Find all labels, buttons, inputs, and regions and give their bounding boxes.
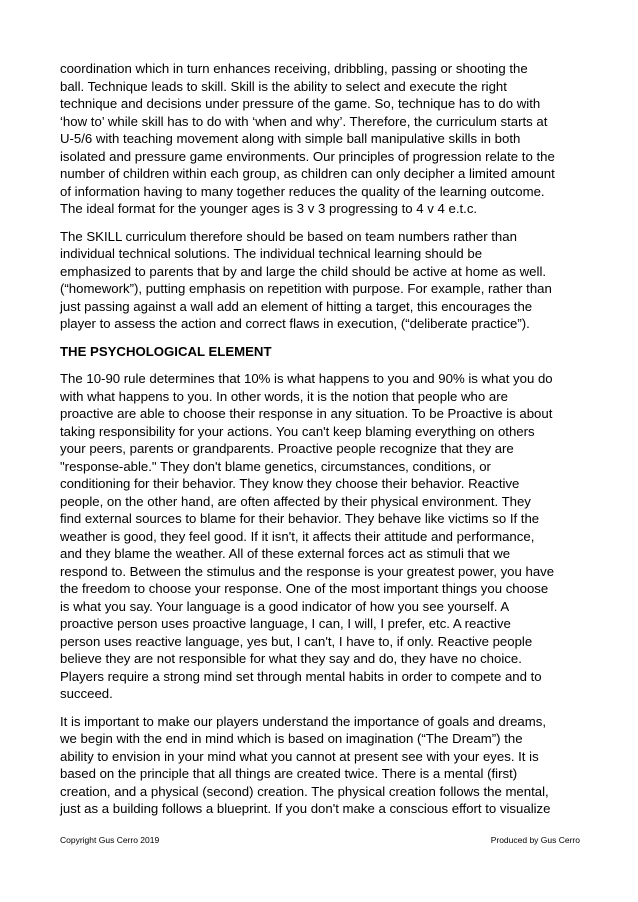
footer-producer: Produced by Gus Cerro [490,835,580,845]
footer-copyright: Copyright Gus Cerro 2019 [60,835,160,845]
paragraph-10-90-rule: The 10-90 rule determines that 10% is what happens to you and 90% is what you do with what happens to you. In other words, it is the notion that people who are proactive are able to choose their response in any situation. To be Proactive is about taking responsibility for your actions. You can't keep blaming everything on others your peers, parents or grandparents. Proactive people recognize that they are "response-able." They don't blame genetics, circumstances, conditions, or conditioning for their behavior. They know they choose their behavior. Reactive people, on the other hand, are often affected by their physical environment. They find external sources to blame for their behavior. They behave like victims so If the weather is good, they feel good. If it isn't, it affects their attitude and performance, and they blame the weather. All of these external forces act as stimuli that we respond to. Between the stimulus and the response is your greatest power, you have the freedom to choose your response. One of the most important things you choose is what you say. Your language is a good indicator of how you see yourself. A proactive person uses proactive language, I can, I will, I prefer, etc. A reactive person uses reactive language, yes but, I can't, I have to, if only. Reactive people believe they are not responsible for what they say and do, they have no choice. Players require a strong mind set through mental habits in order to compete and to succeed. [60,371,555,701]
page-footer [60,835,580,845]
paragraph-technique-skill: coordination which in turn enhances receiving, dribbling, passing or shooting the ball. Technique leads to skill. Skill is the ability to select and execute the right technique and decisions under pressure of the game. So, technique has to do with ‘how to’ while skill has to do with ‘when and why’. Therefore, the curriculum starts at U-5/6 with teaching movement along with simple ball manipulative skills in both isolated and pressure game environments. Our principles of progression relate to the number of children within each group, as children can only decipher a limited amount of information having to many together reduces the quality of the learning outcome. The ideal format for the younger ages is 3 v 3 progressing to 4 v 4 e.t.c. [60,61,555,216]
section-heading: THE PSYCHOLOGICAL ELEMENT [60,343,272,359]
paragraph-goals-dreams: It is important to make our players understand the importance of goals and dreams, we begin with the end in mind which is based on imagination (“The Dream”) the ability to envision in your mind what you cannot at present see with your eyes. It is based on the principle that all things are created twice. There is a mental (first) creation, and a physical (second) creation. The physical creation follows the mental, just as a building follows a blueprint. If you don't make a conscious effort to visualize [60,713,551,816]
paragraph-skill-curriculum: The SKILL curriculum therefore should be based on team numbers rather than individual technical solutions. The individual technical learning should be emphasized to parents that by and large the child should be active at home as well. (“homework”), putting emphasis on repetition with purpose. For example, rather than just passing against a wall add an element of hitting a target, this encourages the player to assess the action and correct flaws in execution, (“deliberate practice”). [60,228,552,331]
document-page [60,60,580,828]
